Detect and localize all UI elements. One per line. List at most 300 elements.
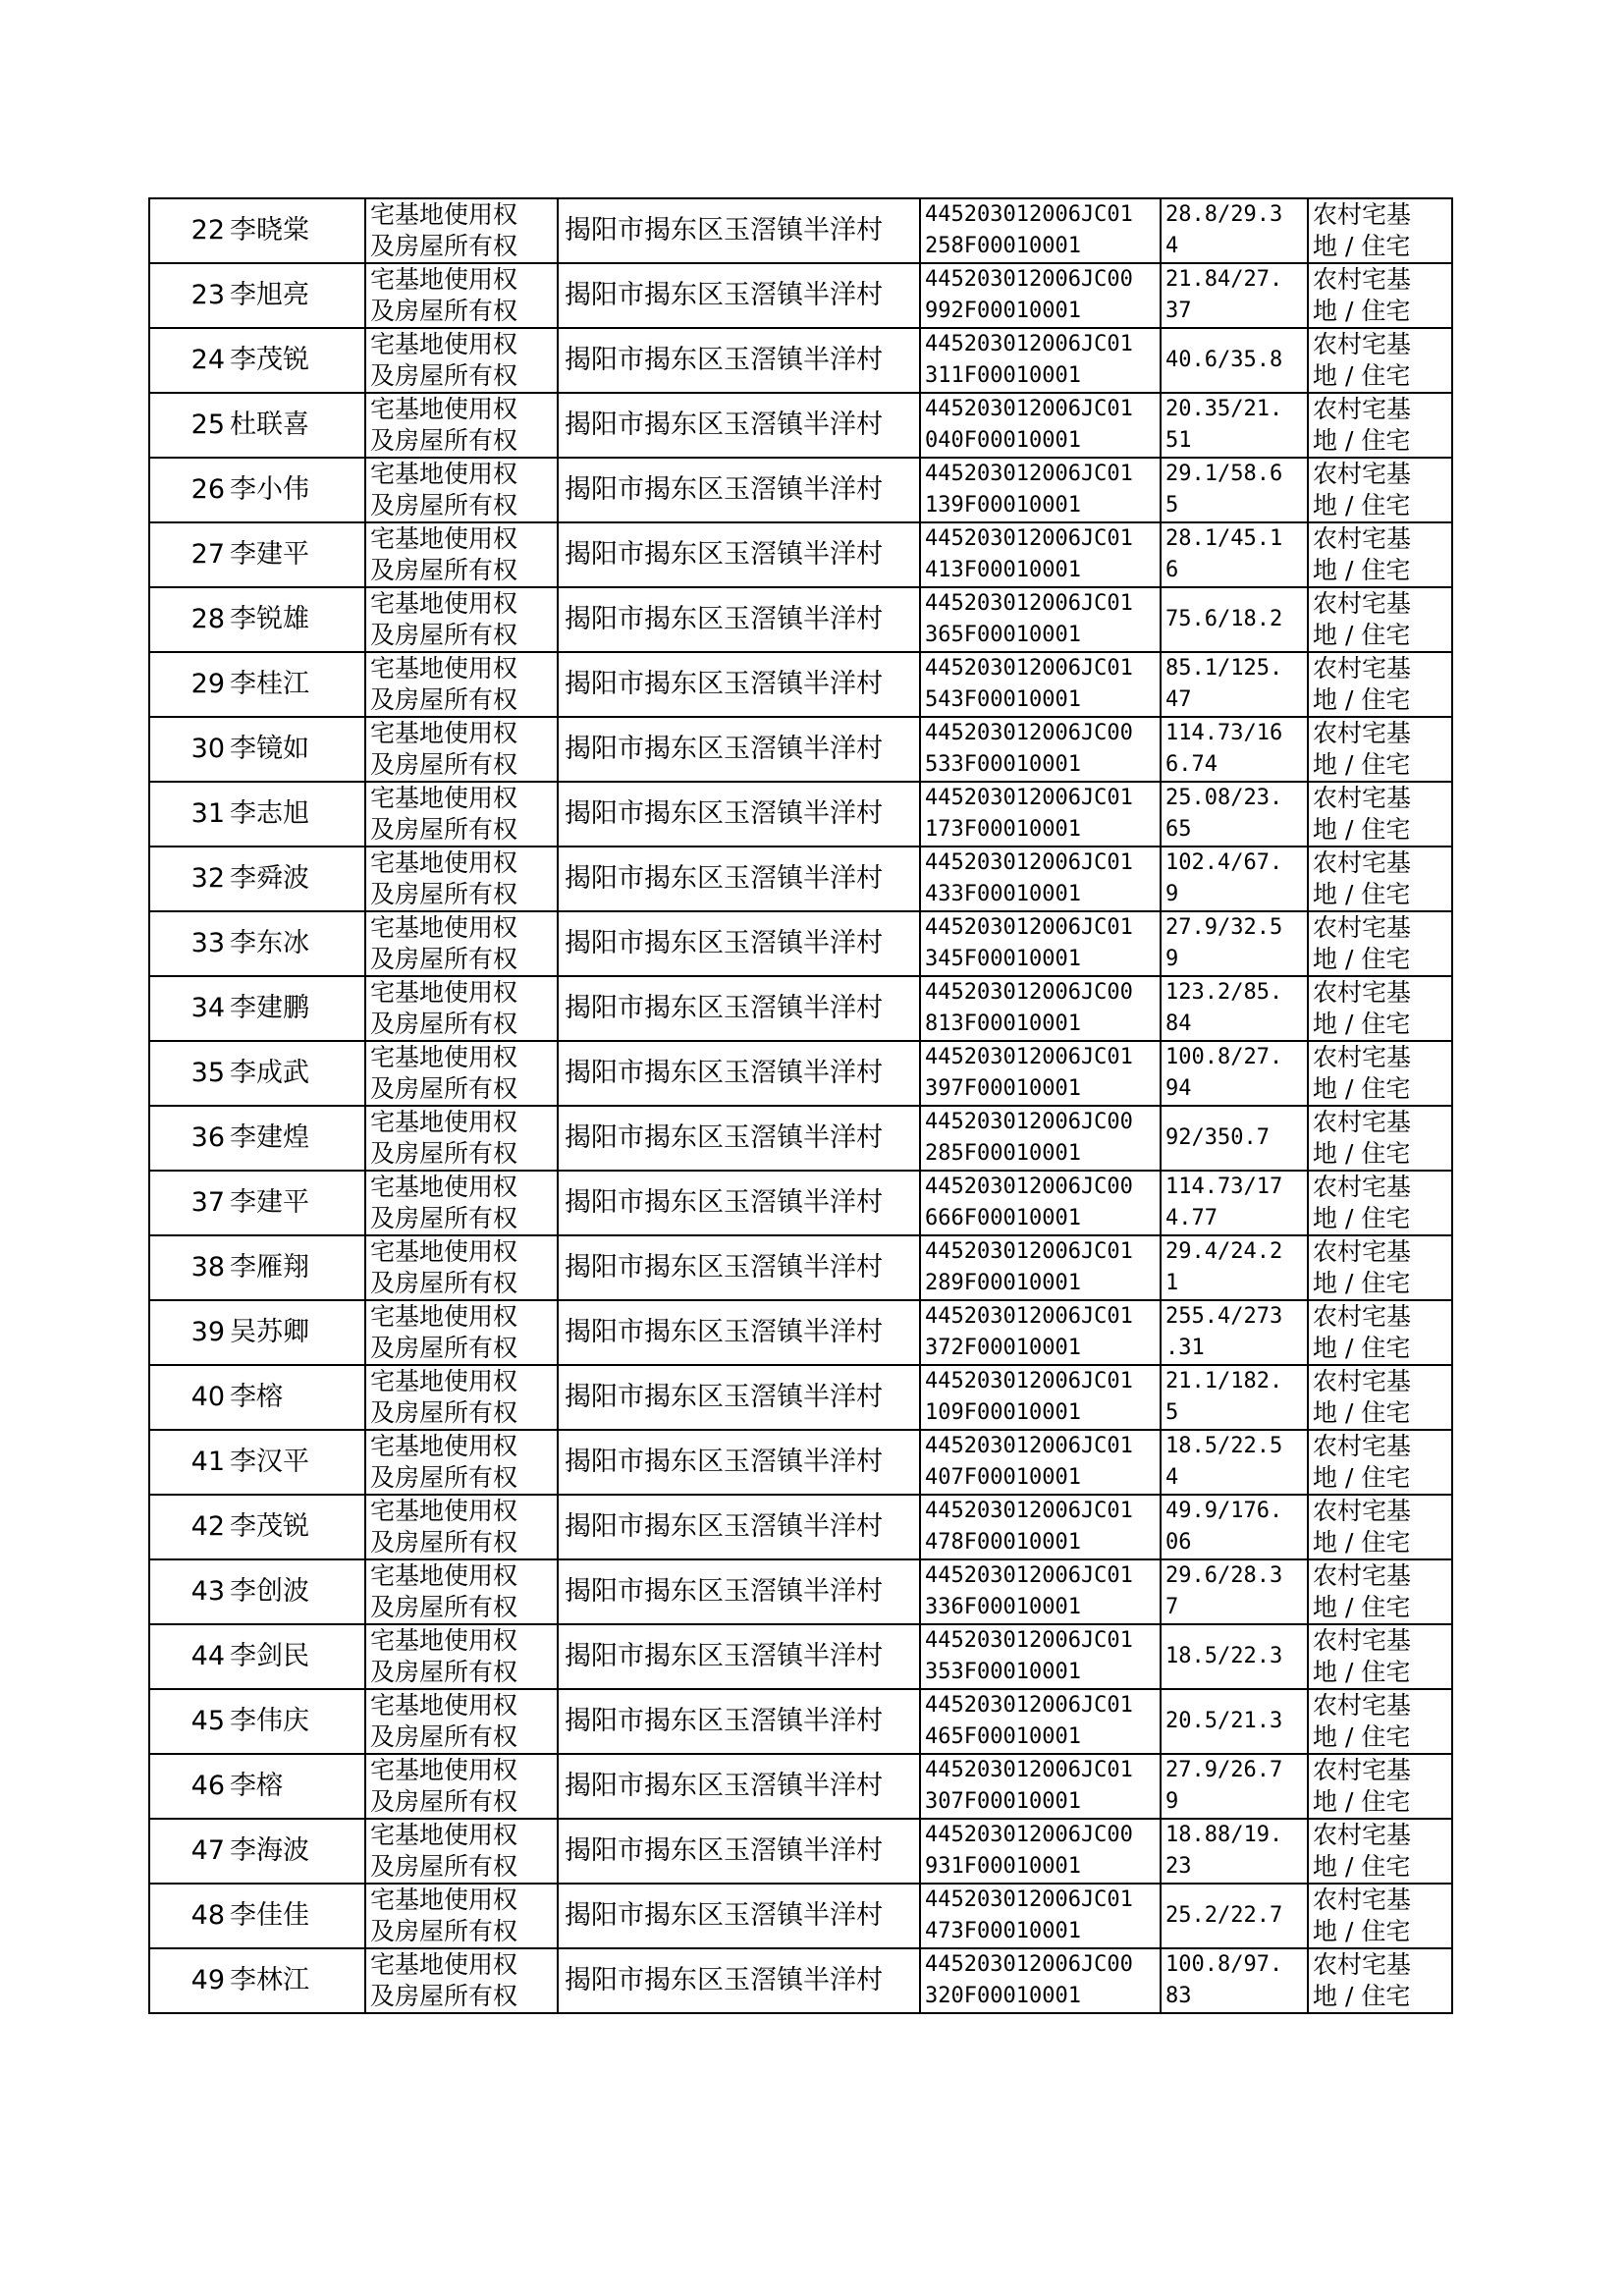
location-cell: 揭阳市揭东区玉滘镇半洋村	[558, 1235, 920, 1300]
certificate-number-cell	[920, 522, 1161, 587]
certificate-number-cell	[920, 328, 1161, 393]
location-cell: 揭阳市揭东区玉滘镇半洋村	[558, 1365, 920, 1430]
owner-name-cell: 李汉平	[228, 1430, 365, 1495]
cert-no-line: 465F00010001	[925, 1724, 1081, 1749]
cert-no-line: 445203012006JC00	[925, 1823, 1133, 1847]
area-line: 123.2/85.	[1165, 980, 1283, 1005]
cert-no-line: 931F00010001	[925, 1854, 1081, 1879]
area-cell	[1161, 1235, 1308, 1300]
right-type-line: 宅基地使用权	[370, 1561, 518, 1590]
table-row	[149, 1819, 1452, 1884]
cert-no-line: 992F00010001	[925, 299, 1081, 323]
right-type-line: 宅基地使用权	[370, 1756, 518, 1784]
row-number-cell: 37	[149, 1171, 228, 1235]
certificate-number-cell	[920, 1884, 1161, 1948]
land-use-cell	[1308, 1041, 1452, 1106]
right-type-line: 宅基地使用权	[370, 1950, 518, 1979]
use-line: 农村宅基	[1313, 460, 1412, 488]
area-line: 18.5/22.5	[1165, 1434, 1283, 1458]
owner-name-cell: 李小伟	[228, 458, 365, 522]
row-number-cell: 24	[149, 328, 228, 393]
cert-no-line: 353F00010001	[925, 1660, 1081, 1684]
cert-no-line: 666F00010001	[925, 1206, 1081, 1230]
certificate-number-cell	[920, 1559, 1161, 1624]
use-line: 农村宅基	[1313, 330, 1412, 358]
cert-no-line: 445203012006JC01	[925, 526, 1133, 551]
area-line: 255.4/273	[1165, 1304, 1283, 1329]
right-type-cell	[365, 1235, 558, 1300]
row-number-cell: 49	[149, 1948, 228, 2013]
use-line: 农村宅基	[1313, 1950, 1412, 1979]
right-type-line: 及房屋所有权	[370, 1204, 518, 1232]
location-cell: 揭阳市揭东区玉滘镇半洋村	[558, 911, 920, 976]
use-line: 农村宅基	[1313, 1432, 1412, 1460]
location-cell: 揭阳市揭东区玉滘镇半洋村	[558, 652, 920, 717]
use-line: 地 / 住宅	[1313, 945, 1411, 973]
certificate-number-cell	[920, 1300, 1161, 1365]
area-cell	[1161, 1624, 1308, 1689]
area-line: 7	[1165, 1595, 1179, 1619]
cert-no-line: 445203012006JC01	[925, 1239, 1133, 1264]
right-type-line: 及房屋所有权	[370, 1852, 518, 1881]
right-type-cell	[365, 328, 558, 393]
area-line: 5	[1165, 1400, 1179, 1425]
area-cell	[1161, 1041, 1308, 1106]
use-line: 农村宅基	[1313, 719, 1412, 747]
use-line: 农村宅基	[1313, 1497, 1412, 1525]
use-line: 农村宅基	[1313, 524, 1412, 553]
land-use-cell	[1308, 1624, 1452, 1689]
location-cell: 揭阳市揭东区玉滘镇半洋村	[558, 847, 920, 911]
area-line: 20.5/21.3	[1165, 1709, 1283, 1733]
land-use-cell	[1308, 1495, 1452, 1559]
cert-no-line: 413F00010001	[925, 558, 1081, 582]
certificate-number-cell	[920, 587, 1161, 652]
table-row	[149, 717, 1452, 782]
land-use-cell	[1308, 652, 1452, 717]
right-type-line: 及房屋所有权	[370, 1334, 518, 1362]
right-type-line: 及房屋所有权	[370, 426, 518, 455]
use-line: 地 / 住宅	[1313, 880, 1411, 908]
row-number-cell: 36	[149, 1106, 228, 1171]
table-row	[149, 1689, 1452, 1754]
row-number-cell: 40	[149, 1365, 228, 1430]
right-type-line: 及房屋所有权	[370, 361, 518, 390]
row-number-cell: 26	[149, 458, 228, 522]
area-line: 23	[1165, 1854, 1192, 1879]
use-line: 农村宅基	[1313, 1108, 1412, 1136]
right-type-line: 宅基地使用权	[370, 1302, 518, 1331]
right-type-line: 及房屋所有权	[370, 1528, 518, 1557]
table-row	[149, 1235, 1452, 1300]
area-line: 75.6/18.2	[1165, 607, 1283, 631]
right-type-line: 宅基地使用权	[370, 1173, 518, 1201]
use-line: 地 / 住宅	[1313, 1269, 1411, 1297]
area-line: 27.9/26.7	[1165, 1758, 1283, 1782]
use-line: 农村宅基	[1313, 1367, 1412, 1395]
owner-name-cell: 李成武	[228, 1041, 365, 1106]
area-line: 4	[1165, 234, 1179, 258]
table-row	[149, 782, 1452, 847]
area-line: 40.6/35.8	[1165, 348, 1283, 372]
cert-no-line: 533F00010001	[925, 752, 1081, 777]
use-line: 地 / 住宅	[1313, 232, 1411, 260]
cert-no-line: 407F00010001	[925, 1465, 1081, 1490]
area-cell	[1161, 1754, 1308, 1819]
right-type-line: 及房屋所有权	[370, 1010, 518, 1038]
area-line: 102.4/67.	[1165, 850, 1283, 875]
cert-no-line: 445203012006JC01	[925, 656, 1133, 681]
land-use-cell	[1308, 587, 1452, 652]
certificate-number-cell	[920, 198, 1161, 263]
area-line: 51	[1165, 428, 1192, 453]
cert-no-line: 433F00010001	[925, 882, 1081, 906]
certificate-number-cell	[920, 911, 1161, 976]
location-cell: 揭阳市揭东区玉滘镇半洋村	[558, 1754, 920, 1819]
location-cell: 揭阳市揭东区玉滘镇半洋村	[558, 1948, 920, 2013]
area-cell	[1161, 458, 1308, 522]
area-line: 28.8/29.3	[1165, 202, 1283, 227]
certificate-number-cell	[920, 1106, 1161, 1171]
use-line: 地 / 住宅	[1313, 426, 1411, 455]
right-type-cell	[365, 393, 558, 458]
area-cell	[1161, 198, 1308, 263]
right-type-line: 宅基地使用权	[370, 1043, 518, 1071]
row-number-cell: 28	[149, 587, 228, 652]
owner-name-cell: 李桂江	[228, 652, 365, 717]
use-line: 农村宅基	[1313, 1885, 1412, 1914]
row-number-cell: 25	[149, 393, 228, 458]
land-use-cell	[1308, 1235, 1452, 1300]
right-type-line: 宅基地使用权	[370, 1108, 518, 1136]
cert-no-line: 445203012006JC00	[925, 1175, 1133, 1199]
row-number-cell: 31	[149, 782, 228, 847]
right-type-line: 宅基地使用权	[370, 200, 518, 229]
table-row	[149, 393, 1452, 458]
use-line: 农村宅基	[1313, 395, 1412, 423]
cert-no-line: 543F00010001	[925, 687, 1081, 712]
area-line: 37	[1165, 299, 1192, 323]
area-line: 20.35/21.	[1165, 397, 1283, 421]
right-type-line: 宅基地使用权	[370, 265, 518, 294]
right-type-line: 宅基地使用权	[370, 395, 518, 423]
certificate-number-cell	[920, 1819, 1161, 1884]
certificate-number-cell	[920, 1041, 1161, 1106]
area-cell	[1161, 1559, 1308, 1624]
location-cell: 揭阳市揭东区玉滘镇半洋村	[558, 1300, 920, 1365]
table-row	[149, 1624, 1452, 1689]
cert-no-line: 445203012006JC01	[925, 462, 1133, 486]
row-number-cell: 22	[149, 198, 228, 263]
use-line: 地 / 住宅	[1313, 297, 1411, 325]
row-number-cell: 44	[149, 1624, 228, 1689]
owner-name-cell: 李雁翔	[228, 1235, 365, 1300]
area-cell	[1161, 1106, 1308, 1171]
right-type-line: 及房屋所有权	[370, 232, 518, 260]
right-type-line: 宅基地使用权	[370, 524, 518, 553]
right-type-cell	[365, 1948, 558, 2013]
area-line: 6	[1165, 558, 1179, 582]
use-line: 农村宅基	[1313, 1173, 1412, 1201]
owner-name-cell: 李创波	[228, 1559, 365, 1624]
area-cell	[1161, 1884, 1308, 1948]
use-line: 农村宅基	[1313, 589, 1412, 618]
right-type-line: 及房屋所有权	[370, 1074, 518, 1103]
area-cell	[1161, 1430, 1308, 1495]
cert-no-line: 445203012006JC01	[925, 786, 1133, 810]
owner-name-cell: 李伟庆	[228, 1689, 365, 1754]
cert-no-line: 445203012006JC01	[925, 202, 1133, 227]
use-line: 地 / 住宅	[1313, 1852, 1411, 1881]
area-line: 84	[1165, 1011, 1192, 1036]
area-line: .31	[1165, 1336, 1205, 1360]
use-line: 地 / 住宅	[1313, 1398, 1411, 1427]
certificate-number-cell	[920, 1948, 1161, 2013]
area-cell	[1161, 587, 1308, 652]
owner-name-cell: 李晓棠	[228, 198, 365, 263]
cert-no-line: 372F00010001	[925, 1336, 1081, 1360]
cert-no-line: 445203012006JC01	[925, 1758, 1133, 1782]
land-use-cell	[1308, 1819, 1452, 1884]
area-line: 5	[1165, 493, 1179, 518]
area-line: 9	[1165, 1789, 1179, 1814]
cert-no-line: 285F00010001	[925, 1141, 1081, 1166]
certificate-number-cell	[920, 1689, 1161, 1754]
table-row	[149, 1106, 1452, 1171]
right-type-cell	[365, 652, 558, 717]
area-line: 4	[1165, 1465, 1179, 1490]
area-line: 18.5/22.3	[1165, 1644, 1283, 1668]
right-type-cell	[365, 1041, 558, 1106]
table-row	[149, 1948, 1452, 2013]
use-line: 农村宅基	[1313, 978, 1412, 1007]
right-type-cell	[365, 587, 558, 652]
right-type-cell	[365, 1430, 558, 1495]
area-line: 6.74	[1165, 752, 1218, 777]
table-row	[149, 328, 1452, 393]
area-cell	[1161, 976, 1308, 1041]
row-number-cell: 41	[149, 1430, 228, 1495]
right-type-cell	[365, 782, 558, 847]
cert-no-line: 445203012006JC00	[925, 721, 1133, 745]
location-cell: 揭阳市揭东区玉滘镇半洋村	[558, 522, 920, 587]
right-type-line: 宅基地使用权	[370, 654, 518, 683]
right-type-line: 宅基地使用权	[370, 784, 518, 812]
right-type-line: 及房屋所有权	[370, 1269, 518, 1297]
land-use-cell	[1308, 1300, 1452, 1365]
area-line: 47	[1165, 687, 1192, 712]
location-cell: 揭阳市揭东区玉滘镇半洋村	[558, 263, 920, 328]
row-number-cell: 39	[149, 1300, 228, 1365]
area-line: 27.9/32.5	[1165, 915, 1283, 940]
land-use-cell	[1308, 976, 1452, 1041]
right-type-line: 宅基地使用权	[370, 1821, 518, 1849]
area-line: 21.1/182.	[1165, 1369, 1283, 1393]
cert-no-line: 307F00010001	[925, 1789, 1081, 1814]
cert-no-line: 445203012006JC01	[925, 1499, 1133, 1523]
table-row	[149, 1754, 1452, 1819]
certificate-number-cell	[920, 976, 1161, 1041]
cert-no-line: 813F00010001	[925, 1011, 1081, 1036]
land-use-cell	[1308, 1430, 1452, 1495]
right-type-cell	[365, 522, 558, 587]
area-cell	[1161, 263, 1308, 328]
right-type-line: 及房屋所有权	[370, 1982, 518, 2010]
use-line: 地 / 住宅	[1313, 1528, 1411, 1557]
right-type-line: 宅基地使用权	[370, 330, 518, 358]
right-type-cell	[365, 1365, 558, 1430]
owner-name-cell: 李锐雄	[228, 587, 365, 652]
table-row	[149, 976, 1452, 1041]
right-type-line: 及房屋所有权	[370, 1917, 518, 1945]
use-line: 地 / 住宅	[1313, 361, 1411, 390]
row-number-cell: 32	[149, 847, 228, 911]
cert-no-line: 445203012006JC01	[925, 1304, 1133, 1329]
table-row	[149, 1495, 1452, 1559]
area-line: 100.8/27.	[1165, 1045, 1283, 1069]
area-cell	[1161, 1689, 1308, 1754]
row-number-cell: 34	[149, 976, 228, 1041]
area-cell	[1161, 1819, 1308, 1884]
right-type-line: 及房屋所有权	[370, 297, 518, 325]
right-type-line: 及房屋所有权	[370, 556, 518, 584]
use-line: 农村宅基	[1313, 1626, 1412, 1655]
land-use-cell	[1308, 782, 1452, 847]
owner-name-cell: 李海波	[228, 1819, 365, 1884]
land-use-cell	[1308, 263, 1452, 328]
right-type-line: 及房屋所有权	[370, 815, 518, 844]
area-cell	[1161, 393, 1308, 458]
use-line: 农村宅基	[1313, 265, 1412, 294]
location-cell: 揭阳市揭东区玉滘镇半洋村	[558, 1106, 920, 1171]
location-cell: 揭阳市揭东区玉滘镇半洋村	[558, 976, 920, 1041]
row-number-cell: 23	[149, 263, 228, 328]
right-type-cell	[365, 976, 558, 1041]
area-line: 9	[1165, 882, 1179, 906]
owner-name-cell: 李林江	[228, 1948, 365, 2013]
use-line: 地 / 住宅	[1313, 685, 1411, 714]
use-line: 农村宅基	[1313, 848, 1412, 877]
table-row	[149, 587, 1452, 652]
location-cell: 揭阳市揭东区玉滘镇半洋村	[558, 393, 920, 458]
location-cell: 揭阳市揭东区玉滘镇半洋村	[558, 1559, 920, 1624]
area-line: 85.1/125.	[1165, 656, 1283, 681]
owner-name-cell: 李建鹏	[228, 976, 365, 1041]
certificate-number-cell	[920, 652, 1161, 717]
right-type-line: 及房屋所有权	[370, 1787, 518, 1816]
location-cell: 揭阳市揭东区玉滘镇半洋村	[558, 1624, 920, 1689]
row-number-cell: 46	[149, 1754, 228, 1819]
cert-no-line: 473F00010001	[925, 1919, 1081, 1943]
cert-no-line: 445203012006JC01	[925, 1045, 1133, 1069]
use-line: 地 / 住宅	[1313, 1917, 1411, 1945]
use-line: 农村宅基	[1313, 200, 1412, 229]
row-number-cell: 48	[149, 1884, 228, 1948]
area-line: 4.77	[1165, 1206, 1218, 1230]
use-line: 地 / 住宅	[1313, 1139, 1411, 1168]
use-line: 地 / 住宅	[1313, 1204, 1411, 1232]
owner-name-cell: 李榕	[228, 1754, 365, 1819]
owner-name-cell: 李茂锐	[228, 1495, 365, 1559]
certificate-number-cell	[920, 1365, 1161, 1430]
right-type-line: 及房屋所有权	[370, 1722, 518, 1751]
area-cell	[1161, 1948, 1308, 2013]
land-use-cell	[1308, 1171, 1452, 1235]
location-cell: 揭阳市揭东区玉滘镇半洋村	[558, 1819, 920, 1884]
area-cell	[1161, 522, 1308, 587]
right-type-line: 宅基地使用权	[370, 1367, 518, 1395]
row-number-cell: 38	[149, 1235, 228, 1300]
right-type-line: 宅基地使用权	[370, 1626, 518, 1655]
row-number-cell: 33	[149, 911, 228, 976]
land-use-cell	[1308, 1948, 1452, 2013]
area-cell	[1161, 1365, 1308, 1430]
right-type-cell	[365, 911, 558, 976]
use-line: 地 / 住宅	[1313, 1658, 1411, 1686]
right-type-cell	[365, 1689, 558, 1754]
land-use-cell	[1308, 847, 1452, 911]
land-use-cell	[1308, 1689, 1452, 1754]
right-type-line: 及房屋所有权	[370, 750, 518, 779]
owner-name-cell: 李茂锐	[228, 328, 365, 393]
area-cell	[1161, 847, 1308, 911]
owner-name-cell: 李东冰	[228, 911, 365, 976]
right-type-line: 及房屋所有权	[370, 1398, 518, 1427]
owner-name-cell: 李佳佳	[228, 1884, 365, 1948]
use-line: 地 / 住宅	[1313, 1074, 1411, 1103]
right-type-line: 宅基地使用权	[370, 913, 518, 942]
location-cell: 揭阳市揭东区玉滘镇半洋村	[558, 1430, 920, 1495]
location-cell: 揭阳市揭东区玉滘镇半洋村	[558, 458, 920, 522]
owner-name-cell: 李旭亮	[228, 263, 365, 328]
land-use-cell	[1308, 458, 1452, 522]
use-line: 地 / 住宅	[1313, 556, 1411, 584]
certificate-number-cell	[920, 847, 1161, 911]
table-row	[149, 522, 1452, 587]
area-line: 49.9/176.	[1165, 1499, 1283, 1523]
certificate-number-cell	[920, 1754, 1161, 1819]
owner-name-cell: 吴苏卿	[228, 1300, 365, 1365]
right-type-cell	[365, 198, 558, 263]
certificate-number-cell	[920, 263, 1161, 328]
right-type-line: 及房屋所有权	[370, 685, 518, 714]
area-cell	[1161, 782, 1308, 847]
cert-no-line: 109F00010001	[925, 1400, 1081, 1425]
area-line: 28.1/45.1	[1165, 526, 1283, 551]
cert-no-line: 445203012006JC01	[925, 332, 1133, 356]
use-line: 地 / 住宅	[1313, 1463, 1411, 1492]
use-line: 农村宅基	[1313, 913, 1412, 942]
area-line: 9	[1165, 947, 1179, 971]
certificate-number-cell	[920, 393, 1161, 458]
area-cell	[1161, 1495, 1308, 1559]
right-type-line: 宅基地使用权	[370, 460, 518, 488]
right-type-cell	[365, 1884, 558, 1948]
cert-no-line: 445203012006JC00	[925, 267, 1133, 292]
cert-no-line: 445203012006JC01	[925, 1628, 1133, 1653]
cert-no-line: 289F00010001	[925, 1271, 1081, 1295]
right-type-cell	[365, 1819, 558, 1884]
row-number-cell: 30	[149, 717, 228, 782]
right-type-line: 及房屋所有权	[370, 1593, 518, 1621]
area-line: 83	[1165, 1984, 1192, 2008]
use-line: 地 / 住宅	[1313, 621, 1411, 649]
use-line: 地 / 住宅	[1313, 1334, 1411, 1362]
location-cell: 揭阳市揭东区玉滘镇半洋村	[558, 782, 920, 847]
use-line: 地 / 住宅	[1313, 750, 1411, 779]
land-use-cell	[1308, 328, 1452, 393]
right-type-cell	[365, 1559, 558, 1624]
